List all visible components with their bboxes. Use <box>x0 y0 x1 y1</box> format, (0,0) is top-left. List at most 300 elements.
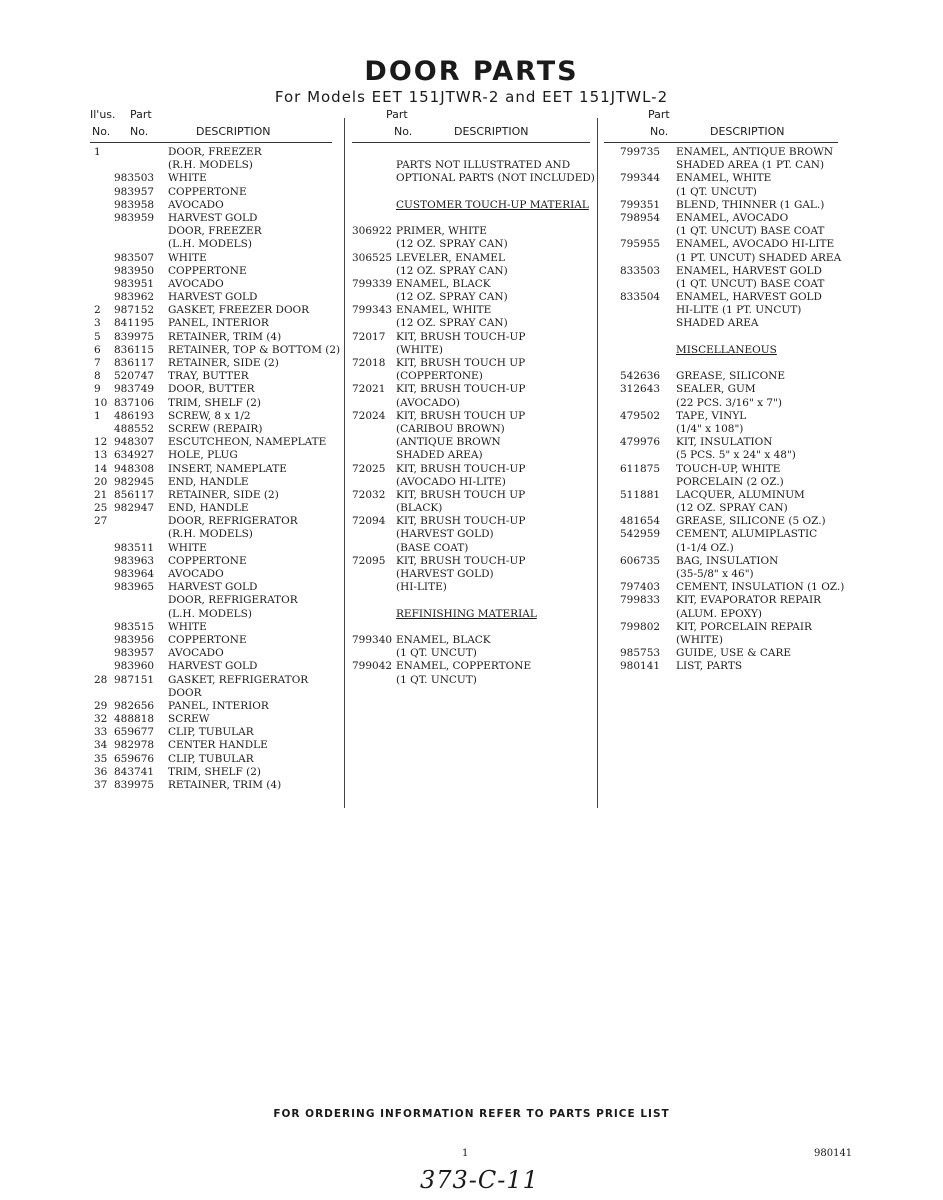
parts-row <box>352 515 594 528</box>
parts-row <box>352 555 594 568</box>
parts-row <box>352 146 594 159</box>
part-number: 983959 <box>114 211 155 224</box>
parts-row <box>604 159 844 172</box>
part-number: 481654 <box>620 515 661 528</box>
part-description: TRIM, SHELF (2) <box>168 765 261 778</box>
part-number: 833503 <box>620 264 661 277</box>
part-number: 983958 <box>114 198 155 211</box>
parts-row <box>90 726 340 739</box>
parts-row <box>352 199 594 212</box>
parts-row <box>604 291 844 304</box>
parts-row <box>90 199 340 212</box>
parts-row <box>90 700 340 713</box>
parts-row <box>90 581 340 594</box>
parts-row <box>604 423 844 436</box>
parts-row <box>604 238 844 251</box>
illus-number: 35 <box>94 752 108 765</box>
parts-row <box>90 212 340 225</box>
header-description: DESCRIPTION <box>196 125 271 138</box>
parts-row <box>604 186 844 199</box>
parts-row <box>90 476 340 489</box>
part-description: ENAMEL, HARVEST GOLD <box>676 264 822 277</box>
parts-row <box>352 186 594 199</box>
parts-row <box>90 383 340 396</box>
part-description: GUIDE, USE & CARE <box>676 647 792 660</box>
part-description: HARVEST GOLD <box>168 291 258 304</box>
part-number: 987152 <box>114 304 155 317</box>
parts-row <box>90 766 340 779</box>
parts-row <box>604 608 844 621</box>
illus-number: 25 <box>94 502 108 515</box>
part-description: ENAMEL, HARVEST GOLD <box>676 291 822 304</box>
parts-row <box>90 634 340 647</box>
header-description: DESCRIPTION <box>454 125 529 138</box>
parts-row <box>604 449 844 462</box>
header-part-label: Part <box>130 108 152 121</box>
part-description: CEMENT, INSULATION (1 OZ.) <box>676 581 845 594</box>
parts-row <box>352 410 594 423</box>
part-description: DOOR, BUTTER <box>168 383 255 396</box>
part-description: (L.H. MODELS) <box>168 607 252 620</box>
part-number: 983950 <box>114 264 155 277</box>
part-description: COPPERTONE <box>168 633 247 646</box>
parts-row <box>352 621 594 634</box>
illus-number: 1 <box>94 146 101 158</box>
parts-row <box>352 344 594 357</box>
part-number: 983503 <box>114 172 155 185</box>
part-description: (HI-LITE) <box>396 581 447 594</box>
parts-row <box>90 238 340 251</box>
part-description: CLIP, TUBULAR <box>168 752 254 765</box>
part-description: END, HANDLE <box>168 502 249 515</box>
part-description: KIT, BRUSH TOUCH-UP <box>396 515 526 528</box>
part-description: (HARVEST GOLD) <box>396 568 494 580</box>
header-illus-no: No. <box>92 125 111 138</box>
part-description: AVOCADO <box>168 198 224 211</box>
part-description: DOOR, FREEZER <box>168 146 262 158</box>
part-description: KIT, BRUSH TOUCH-UP <box>396 554 526 567</box>
illus-number: 32 <box>94 713 108 726</box>
part-description: (L.H. MODELS) <box>168 238 252 251</box>
parts-row <box>604 594 844 607</box>
part-description: (COPPERTONE) <box>396 370 483 383</box>
part-number: 983749 <box>114 383 155 396</box>
part-description: (1 QT. UNCUT) BASE COAT <box>676 277 825 290</box>
illus-number: 12 <box>94 436 108 449</box>
part-description: GREASE, SILICONE <box>676 370 786 383</box>
part-description: RETAINER, SIDE (2) <box>168 488 279 501</box>
part-description: RETAINER, TOP & BOTTOM (2) <box>168 343 341 356</box>
part-number: 606735 <box>620 554 661 567</box>
part-description: (1-1/4 OZ.) <box>676 541 734 554</box>
part-number: 659677 <box>114 726 155 739</box>
part-description: (12 OZ. SPRAY CAN) <box>396 291 508 304</box>
header-description: DESCRIPTION <box>710 125 785 138</box>
ordering-footer: FOR ORDERING INFORMATION REFER TO PARTS PRICE LIST <box>273 1108 670 1120</box>
part-number: 542636 <box>620 370 661 383</box>
parts-row <box>90 687 340 700</box>
part-description: CLIP, TUBULAR <box>168 726 254 739</box>
part-number: 983515 <box>114 620 155 633</box>
parts-row <box>604 265 844 278</box>
part-number: 486193 <box>114 409 155 422</box>
part-description: CENTER HANDLE <box>168 739 268 752</box>
parts-row <box>90 186 340 199</box>
part-description: (1 QT. UNCUT) BASE COAT <box>676 225 825 238</box>
part-description: SEALER, GUM <box>676 383 756 396</box>
parts-row <box>352 331 594 344</box>
parts-row <box>90 713 340 726</box>
parts-row <box>90 370 340 383</box>
part-description: GASKET, FREEZER DOOR <box>168 304 310 317</box>
part-description: KIT, BRUSH TOUCH UP <box>396 488 526 501</box>
parts-row <box>604 410 844 423</box>
part-description: DOOR, REFRIGERATOR <box>168 594 298 607</box>
part-description: AVOCADO <box>168 647 224 660</box>
part-description: REFINISHING MATERIAL <box>396 607 537 620</box>
part-number: 72018 <box>352 357 386 369</box>
part-number: 841195 <box>114 317 155 330</box>
parts-row <box>90 304 340 317</box>
part-description: HOLE, PLUG <box>168 449 238 462</box>
illus-number: 37 <box>94 779 108 791</box>
part-number: 479976 <box>620 436 661 449</box>
part-description: WHITE <box>168 251 207 264</box>
part-description: (BASE COAT) <box>396 541 469 554</box>
part-description: (WHITE) <box>676 633 723 646</box>
part-description: ESCUTCHEON, NAMEPLATE <box>168 436 327 449</box>
part-description: KIT, INSULATION <box>676 436 773 449</box>
column-header <box>604 106 844 146</box>
illus-number: 33 <box>94 726 108 739</box>
parts-row <box>90 423 340 436</box>
part-description: ENAMEL, AVOCADO HI-LITE <box>676 238 835 251</box>
part-description: PORCELAIN (2 OZ.) <box>676 475 784 488</box>
parts-row <box>604 528 844 541</box>
part-description: CUSTOMER TOUCH-UP MATERIAL <box>396 198 589 211</box>
illus-number: 29 <box>94 699 108 712</box>
header-part-no: No. <box>130 125 149 138</box>
part-description: KIT, BRUSH TOUCH UP <box>396 357 526 369</box>
illus-number: 27 <box>94 515 108 528</box>
part-number: 479502 <box>620 409 661 422</box>
parts-row <box>604 476 844 489</box>
part-description: (ANTIQUE BROWN <box>396 436 501 449</box>
parts-row <box>90 252 340 265</box>
parts-row <box>604 199 844 212</box>
parts-row <box>90 172 340 185</box>
header-rule <box>352 142 590 143</box>
parts-column-2 <box>352 106 594 687</box>
parts-row <box>352 317 594 330</box>
part-number: 659676 <box>114 752 155 765</box>
parts-row <box>604 146 844 159</box>
part-description: RETAINER, TRIM (4) <box>168 779 282 791</box>
parts-row <box>604 357 844 370</box>
part-number: 983957 <box>114 647 155 660</box>
part-description: SCREW (REPAIR) <box>168 422 263 435</box>
part-description: PANEL, INTERIOR <box>168 317 269 330</box>
part-number: 799833 <box>620 594 661 607</box>
part-description: (35-5/8" x 46") <box>676 568 754 580</box>
illus-number: 8 <box>94 370 101 383</box>
part-description: (AVOCADO HI-LITE) <box>396 475 506 488</box>
parts-row <box>90 278 340 291</box>
part-number: 985753 <box>620 647 661 660</box>
parts-row <box>604 225 844 238</box>
parts-row <box>90 489 340 502</box>
part-description: AVOCADO <box>168 568 224 580</box>
part-number: 797403 <box>620 581 661 594</box>
page-subtitle: For Models EET 151JTWR-2 and EET 151JTWL-2 <box>274 88 669 106</box>
illus-number: 20 <box>94 475 108 488</box>
part-number: 982656 <box>114 699 155 712</box>
parts-row <box>604 463 844 476</box>
part-number: 983956 <box>114 633 155 646</box>
part-description: COPPERTONE <box>168 264 247 277</box>
parts-row <box>90 621 340 634</box>
part-description: KIT, BRUSH TOUCH UP <box>396 409 526 422</box>
part-description: SCREW <box>168 713 210 726</box>
part-description: KIT, BRUSH TOUCH-UP <box>396 330 526 343</box>
part-number: 799339 <box>352 277 393 290</box>
parts-row <box>352 291 594 304</box>
part-number: 72094 <box>352 515 386 528</box>
parts-row <box>604 304 844 317</box>
parts-row <box>90 291 340 304</box>
part-description: HARVEST GOLD <box>168 660 258 673</box>
illus-number: 3 <box>94 317 101 330</box>
part-description: (AVOCADO) <box>396 396 460 409</box>
parts-row <box>604 331 844 344</box>
part-number: 520747 <box>114 370 155 383</box>
parts-row <box>604 252 844 265</box>
part-description: (WHITE) <box>396 343 443 356</box>
parts-row <box>604 647 844 660</box>
part-number: 611875 <box>620 462 661 475</box>
part-number: 799340 <box>352 633 393 646</box>
parts-row <box>352 528 594 541</box>
parts-row <box>90 397 340 410</box>
parts-row <box>90 568 340 581</box>
column-header <box>90 106 340 146</box>
part-number: 72025 <box>352 462 386 475</box>
part-description: PARTS NOT ILLUSTRATED AND <box>396 159 571 172</box>
illus-number: 28 <box>94 673 108 686</box>
parts-row <box>90 317 340 330</box>
parts-row <box>604 370 844 383</box>
header-part-label: Part <box>648 108 670 121</box>
part-description: (1 PT. UNCUT) SHADED AREA <box>676 251 842 264</box>
part-description: WHITE <box>168 541 207 554</box>
parts-row <box>604 212 844 225</box>
parts-row <box>604 621 844 634</box>
part-number: 987151 <box>114 673 155 686</box>
parts-row <box>604 660 844 673</box>
part-description: TRAY, BUTTER <box>168 370 249 383</box>
parts-row <box>352 172 594 185</box>
parts-row <box>90 647 340 660</box>
part-description: SHADED AREA (1 PT. CAN) <box>676 159 825 172</box>
parts-row <box>90 436 340 449</box>
part-description: (HARVEST GOLD) <box>396 528 494 541</box>
part-number: 799344 <box>620 172 661 185</box>
parts-row <box>352 212 594 225</box>
parts-row <box>90 463 340 476</box>
handwritten-note: 373-C-11 <box>420 1166 539 1194</box>
parts-row <box>604 317 844 330</box>
parts-row <box>352 608 594 621</box>
parts-list <box>352 146 594 687</box>
part-description: ENAMEL, WHITE <box>396 304 492 317</box>
parts-row <box>604 542 844 555</box>
part-number: 983511 <box>114 541 155 554</box>
part-description: (12 OZ. SPRAY CAN) <box>396 317 508 330</box>
parts-row <box>352 265 594 278</box>
part-description: KIT, BRUSH TOUCH-UP <box>396 462 526 475</box>
header-illus-label: Il'us. <box>90 108 116 121</box>
parts-row <box>90 660 340 673</box>
part-description: ENAMEL, AVOCADO <box>676 211 789 224</box>
part-number: 72021 <box>352 383 386 396</box>
part-number: 312643 <box>620 383 661 396</box>
parts-row <box>352 594 594 607</box>
parts-row <box>90 779 340 792</box>
part-number: 542959 <box>620 528 661 541</box>
part-number: 511881 <box>620 488 661 501</box>
part-number: 634927 <box>114 449 155 462</box>
page-title: DOOR PARTS <box>364 56 579 87</box>
part-description: ENAMEL, ANTIQUE BROWN <box>676 146 834 158</box>
illus-number: 21 <box>94 488 108 501</box>
part-description: TRIM, SHELF (2) <box>168 396 261 409</box>
parts-row <box>90 608 340 621</box>
column-divider <box>344 118 345 808</box>
parts-column-1 <box>90 106 340 792</box>
parts-row <box>604 172 844 185</box>
parts-row <box>352 436 594 449</box>
part-description: ENAMEL, COPPERTONE <box>396 660 532 673</box>
part-number: 488552 <box>114 422 155 435</box>
part-number: 798954 <box>620 211 661 224</box>
illus-number: 6 <box>94 343 101 356</box>
illus-number: 34 <box>94 739 108 752</box>
parts-row <box>352 581 594 594</box>
part-description: HARVEST GOLD <box>168 581 258 594</box>
part-description: LIST, PARTS <box>676 660 743 673</box>
part-description: RETAINER, TRIM (4) <box>168 330 282 343</box>
illus-number: 9 <box>94 383 101 396</box>
part-description: PANEL, INTERIOR <box>168 699 269 712</box>
part-description: (12 OZ. SPRAY CAN) <box>396 264 508 277</box>
column-divider <box>597 118 598 808</box>
part-description: OPTIONAL PARTS (NOT INCLUDED) <box>396 172 595 185</box>
parts-row <box>90 225 340 238</box>
parts-row <box>352 647 594 660</box>
parts-row <box>604 489 844 502</box>
part-number: 72024 <box>352 409 386 422</box>
part-description: KIT, BRUSH TOUCH-UP <box>396 383 526 396</box>
illus-number: 36 <box>94 765 108 778</box>
part-number: 72017 <box>352 330 386 343</box>
parts-row <box>352 660 594 673</box>
illus-number: 14 <box>94 462 108 475</box>
parts-row <box>352 357 594 370</box>
parts-row <box>352 278 594 291</box>
part-number: 799735 <box>620 146 661 158</box>
part-description: (1/4" x 108") <box>676 422 744 435</box>
part-description: (22 PCS. 3/16" x 7") <box>676 396 782 409</box>
part-description: ENAMEL, BLACK <box>396 633 491 646</box>
parts-row <box>604 515 844 528</box>
part-description: (5 PCS. 5" x 24" x 48") <box>676 449 796 462</box>
parts-row <box>352 159 594 172</box>
illus-number: 2 <box>94 304 101 317</box>
part-description: (1 QT. UNCUT) <box>396 647 477 660</box>
part-number: 839975 <box>114 779 155 791</box>
part-number: 983963 <box>114 554 155 567</box>
header-rule <box>604 142 838 143</box>
part-description: MISCELLANEOUS <box>676 343 777 356</box>
part-description: TAPE, VINYL <box>676 409 747 422</box>
parts-row <box>90 753 340 766</box>
parts-row <box>90 674 340 687</box>
parts-row <box>352 542 594 555</box>
part-description: RETAINER, SIDE (2) <box>168 357 279 369</box>
parts-row <box>352 423 594 436</box>
parts-column-3 <box>604 106 844 674</box>
parts-list <box>90 146 340 792</box>
part-description: SCREW, 8 x 1/2 <box>168 409 251 422</box>
parts-row <box>90 528 340 541</box>
part-description: INSERT, NAMEPLATE <box>168 462 287 475</box>
parts-row <box>352 252 594 265</box>
parts-row <box>604 502 844 515</box>
part-number: 983951 <box>114 277 155 290</box>
part-number: 843741 <box>114 765 155 778</box>
part-description: (ALUM. EPOXY) <box>676 607 763 620</box>
parts-row <box>352 238 594 251</box>
parts-row <box>604 397 844 410</box>
part-number: 982947 <box>114 502 155 515</box>
part-number: 795955 <box>620 238 661 251</box>
parts-row <box>352 674 594 687</box>
illus-number: 10 <box>94 396 108 409</box>
part-description: (12 OZ. SPRAY CAN) <box>396 238 508 251</box>
parts-row <box>352 476 594 489</box>
part-number: 983507 <box>114 251 155 264</box>
part-number: 72032 <box>352 488 386 501</box>
part-description: CEMENT, ALUMIPLASTIC <box>676 528 818 541</box>
part-number: 980141 <box>620 660 661 673</box>
part-description: (CARIBOU BROWN) <box>396 422 505 435</box>
parts-row <box>90 739 340 752</box>
part-description: DOOR, REFRIGERATOR <box>168 515 298 528</box>
part-description: (BLACK) <box>396 502 443 515</box>
parts-row <box>352 463 594 476</box>
part-number: 72095 <box>352 554 386 567</box>
part-description: COPPERTONE <box>168 554 247 567</box>
parts-row <box>90 502 340 515</box>
part-description: END, HANDLE <box>168 475 249 488</box>
parts-row <box>90 265 340 278</box>
page-number: 1 <box>462 1148 469 1159</box>
parts-row <box>90 555 340 568</box>
part-number: 856117 <box>114 488 155 501</box>
part-number: 488818 <box>114 713 155 726</box>
parts-row <box>352 449 594 462</box>
parts-row <box>352 502 594 515</box>
